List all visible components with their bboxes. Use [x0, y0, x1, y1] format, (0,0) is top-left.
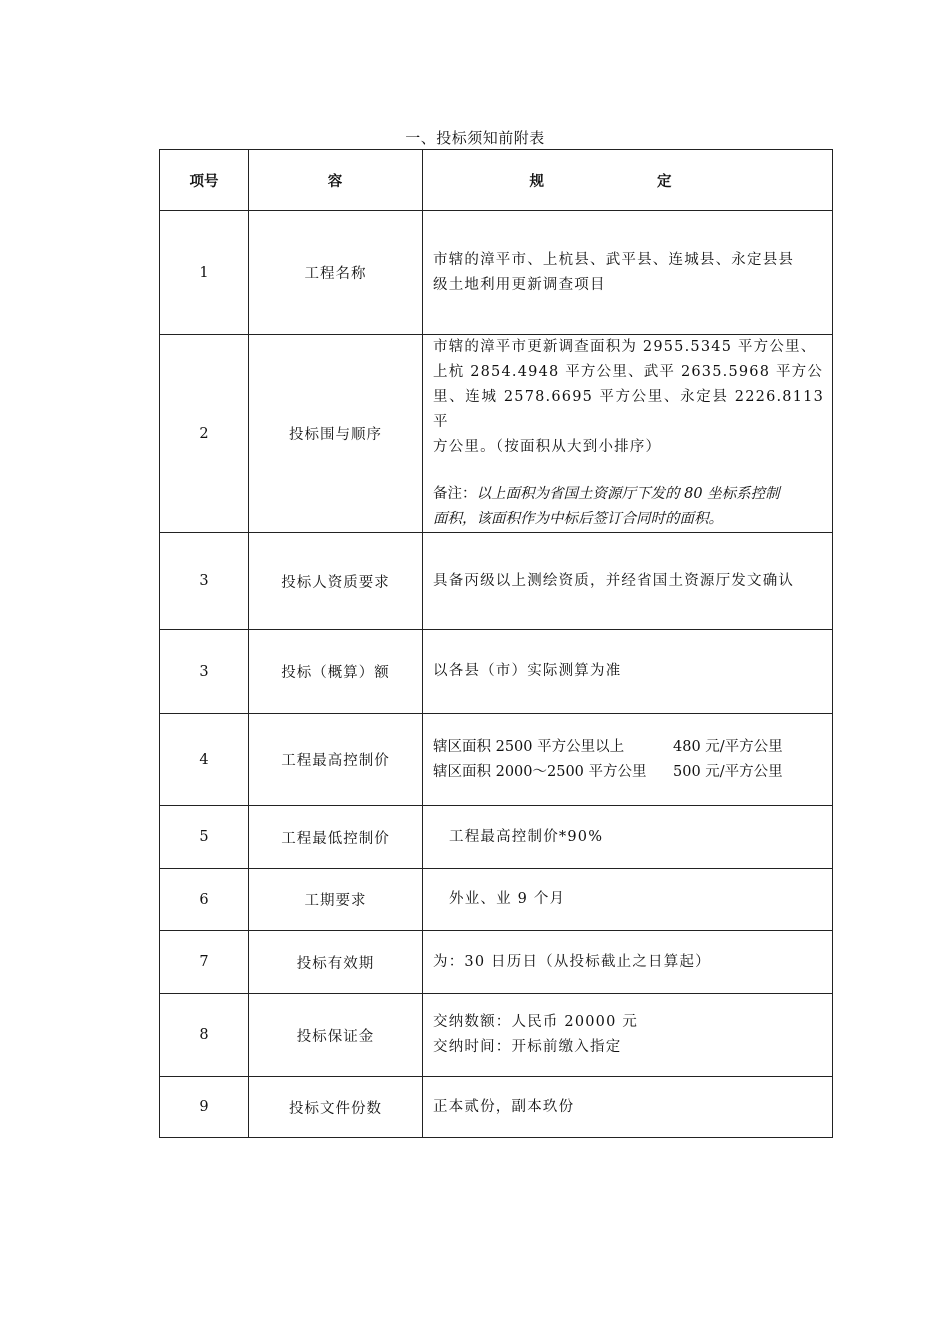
row-item: 投标文件份数	[249, 1077, 423, 1138]
price-line	[433, 760, 824, 785]
page-title: 一、投标须知前附表	[405, 129, 545, 147]
row-item: 工程最低控制价	[249, 806, 423, 869]
row-item: 投标保证金	[249, 994, 423, 1077]
table-row	[160, 931, 833, 994]
rule-line: 方公里。（按面积从大到小排序）	[433, 439, 662, 455]
rule-line: 正本贰份，副本玖份	[433, 1098, 575, 1115]
row-rule	[423, 931, 833, 994]
row-no: 4	[160, 714, 249, 806]
rule-line: 交纳数额：人民币 20000 元	[433, 1014, 639, 1030]
row-rule	[423, 533, 833, 630]
row-item: 工期要求	[249, 869, 423, 931]
rule-line: 上杭 2854.4948 平方公里、武平 2635.5968 平方公	[433, 364, 824, 380]
row-item: 投标围与顺序	[249, 335, 423, 533]
rule-line: 交纳时间：开标前缴入指定	[433, 1039, 622, 1055]
row-no: 6	[160, 869, 249, 931]
rule-line: 为：30 日历日（从投标截止之日算起）	[433, 953, 711, 970]
header-no: 项号	[160, 150, 249, 211]
price-range: 辖区面积 2000～2500 平方公里	[433, 763, 647, 780]
rule-line: 市辖的漳平市、上杭县、武平县、连城县、永定县县	[433, 251, 795, 268]
table-row	[160, 533, 833, 630]
row-no: 8	[160, 994, 249, 1077]
rule-line: 市辖的漳平市更新调查面积为 2955.5345 平方公里、	[433, 339, 817, 355]
price-value: 480 元/平方公里	[673, 738, 783, 755]
row-no: 9	[160, 1077, 249, 1138]
price-value: 500 元/平方公里	[673, 763, 783, 780]
table-row	[160, 806, 833, 869]
note	[433, 482, 824, 532]
table-row	[160, 994, 833, 1077]
table-row	[160, 714, 833, 806]
note-label: 备注：	[433, 486, 477, 502]
header-rule: 规 定	[423, 150, 833, 211]
row-item: 投标有效期	[249, 931, 423, 994]
row-no: 1	[160, 211, 249, 335]
row-rule	[423, 211, 833, 335]
rule-line: 工程最高控制价*90%	[449, 828, 604, 845]
row-rule	[423, 994, 833, 1077]
price-line	[433, 735, 824, 760]
price-range: 辖区面积 2500 平方公里以上	[433, 738, 625, 755]
row-rule	[423, 630, 833, 714]
rule-line: 以各县（市）实际测算为准	[433, 663, 622, 679]
rule-line: 外业、业 9 个月	[449, 891, 566, 907]
note-text: 以上面积为省国土资源厅下发的 80 坐标系控制	[476, 486, 780, 502]
row-rule	[423, 1077, 833, 1138]
table-row	[160, 869, 833, 931]
row-no: 7	[160, 931, 249, 994]
rule-line: 级土地利用更新调查项目	[433, 276, 606, 293]
note-text: 面积，该面积作为中标后签订合同时的面积。	[433, 511, 723, 527]
row-no: 3	[160, 533, 249, 630]
row-item: 投标（概算）额	[249, 630, 423, 714]
header-item: 容	[249, 150, 423, 211]
row-item: 投标人资质要求	[249, 533, 423, 630]
row-no: 2	[160, 335, 249, 533]
table-header-row	[160, 150, 833, 211]
row-item: 工程最高控制价	[249, 714, 423, 806]
rule-line: 具备丙级以上测绘资质，并经省国土资源厅发文确认	[433, 572, 795, 589]
row-item: 工程名称	[249, 211, 423, 335]
row-rule	[423, 806, 833, 869]
row-no: 3	[160, 630, 249, 714]
row-rule	[423, 869, 833, 931]
table-row	[160, 630, 833, 714]
front-annex-table	[159, 149, 833, 1138]
table-row	[160, 335, 833, 533]
rule-line: 里、连城 2578.6695 平方公里、永定县 2226.8113 平	[433, 389, 824, 430]
table-row	[160, 1077, 833, 1138]
row-rule	[423, 335, 833, 533]
table-row	[160, 211, 833, 335]
row-rule	[423, 714, 833, 806]
row-no: 5	[160, 806, 249, 869]
